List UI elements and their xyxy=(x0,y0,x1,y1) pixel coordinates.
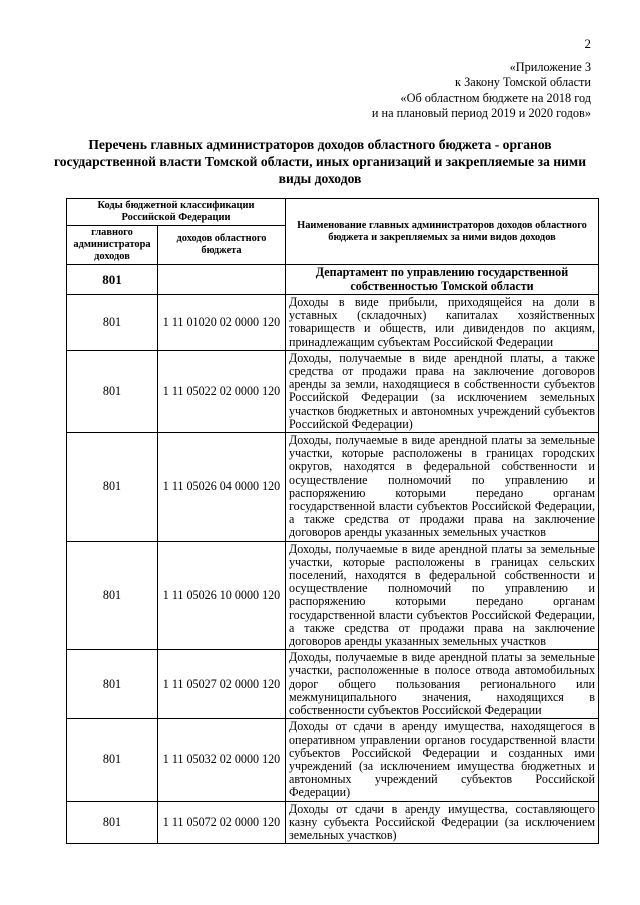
income-code-cell: 1 11 05026 04 0000 120 xyxy=(158,433,286,542)
header-admin-code: главного администратора доходов xyxy=(67,226,158,265)
appendix-reference xyxy=(0,60,591,121)
income-administrators-table xyxy=(66,198,599,844)
table-row xyxy=(67,541,599,650)
admin-code-cell: 801 xyxy=(67,295,158,351)
income-code-cell: 1 11 05032 02 0000 120 xyxy=(158,719,286,801)
department-code: 801 xyxy=(67,265,158,295)
admin-code-cell: 801 xyxy=(67,541,158,650)
table-row xyxy=(67,801,599,844)
income-name-cell: Доходы, получаемые в виде арендной платы, а также средства от продажи права на заключение договоров аренды за земли, находящиеся в собственности субъектов Российской Федерации (за исключением земельных участков бюджетных и автономных учреждений субъектов Российской Федерации) xyxy=(286,350,599,432)
income-code-cell: 1 11 05027 02 0000 120 xyxy=(158,650,286,719)
department-name: Департамент по управлению государственной собственностью Томской области xyxy=(286,265,599,295)
table-row xyxy=(67,295,599,351)
income-code-cell: 1 11 01020 02 0000 120 xyxy=(158,295,286,351)
department-row xyxy=(67,265,599,295)
appendix-line: к Закону Томской области xyxy=(455,75,591,90)
department-income-code xyxy=(158,265,286,295)
header-administrator-name: Наименование главных администраторов доходов областного бюджета и закрепляемых за ними видов доходов xyxy=(286,199,599,265)
admin-code-cell: 801 xyxy=(67,801,158,844)
income-code-cell: 1 11 05072 02 0000 120 xyxy=(158,801,286,844)
admin-code-cell: 801 xyxy=(67,350,158,432)
income-code-cell: 1 11 05022 02 0000 120 xyxy=(158,350,286,432)
header-income-code: доходов областного бюджета xyxy=(158,226,286,265)
income-name-cell: Доходы от сдачи в аренду имущества, находящегося в оперативном управлении органов государственной власти субъектов Российской Федерации и созданных ими учреждений (за исключением имущества бюджетных и автономных учреждений субъектов Российской Федерации) xyxy=(286,719,599,801)
table-row xyxy=(67,433,599,542)
income-code-cell: 1 11 05026 10 0000 120 xyxy=(158,541,286,650)
header-classification-codes: Коды бюджетной классификации Российской Федерации xyxy=(67,199,286,226)
appendix-line: «Приложение 3 xyxy=(509,60,591,74)
table-row xyxy=(67,350,599,432)
income-name-cell: Доходы, получаемые в виде арендной платы за земельные участки, которые расположены в границах городских округов, находятся в федеральной собственности и осуществление полномочий по управлению и распоряжению которыми передано органам государственной власти субъектов Российской Федерации, а также средства от продажи права на заключение договоров аренды указанных земельных участков xyxy=(286,433,599,542)
table-row xyxy=(67,650,599,719)
admin-code-cell: 801 xyxy=(67,433,158,542)
admin-code-cell: 801 xyxy=(67,650,158,719)
appendix-line: «Об областном бюджете на 2018 год xyxy=(400,90,591,105)
income-name-cell: Доходы от сдачи в аренду имущества, составляющего казну субъекта Российской Федерации (за исключением земельных участков) xyxy=(286,801,599,844)
income-name-cell: Доходы в виде прибыли, приходящейся на доли в уставных (складочных) капиталах хозяйственных товариществ и обществ, или дивидендов по акциям, принадлежащим субъектам Российской Федерации xyxy=(286,295,599,351)
page-number: 2 xyxy=(584,36,591,51)
document-title: Перечень главных администраторов доходов областного бюджета - органов государственной власти Томской области, иных организаций и закрепляемые за ними виды доходов xyxy=(53,137,587,186)
income-name-cell: Доходы, получаемые в виде арендной платы за земельные участки, которые расположены в границах сельских поселений, находятся в федеральной собственности и осуществление полномочий по управлению и распоряжению которыми передано органам государственной власти субъектов Российской Федерации, а также средства от продажи права на заключение договоров аренды указанных земельных участков xyxy=(286,541,599,650)
income-name-cell: Доходы, получаемые в виде арендной платы за земельные участки, расположенные в полосе отвода автомобильных дорог общего пользования регионального или межмуниципального значения, находящихся в собственности субъектов Российской Федерации xyxy=(286,650,599,719)
table-row xyxy=(67,719,599,801)
appendix-line: и на плановый период 2019 и 2020 годов» xyxy=(371,105,591,120)
admin-code-cell: 801 xyxy=(67,719,158,801)
